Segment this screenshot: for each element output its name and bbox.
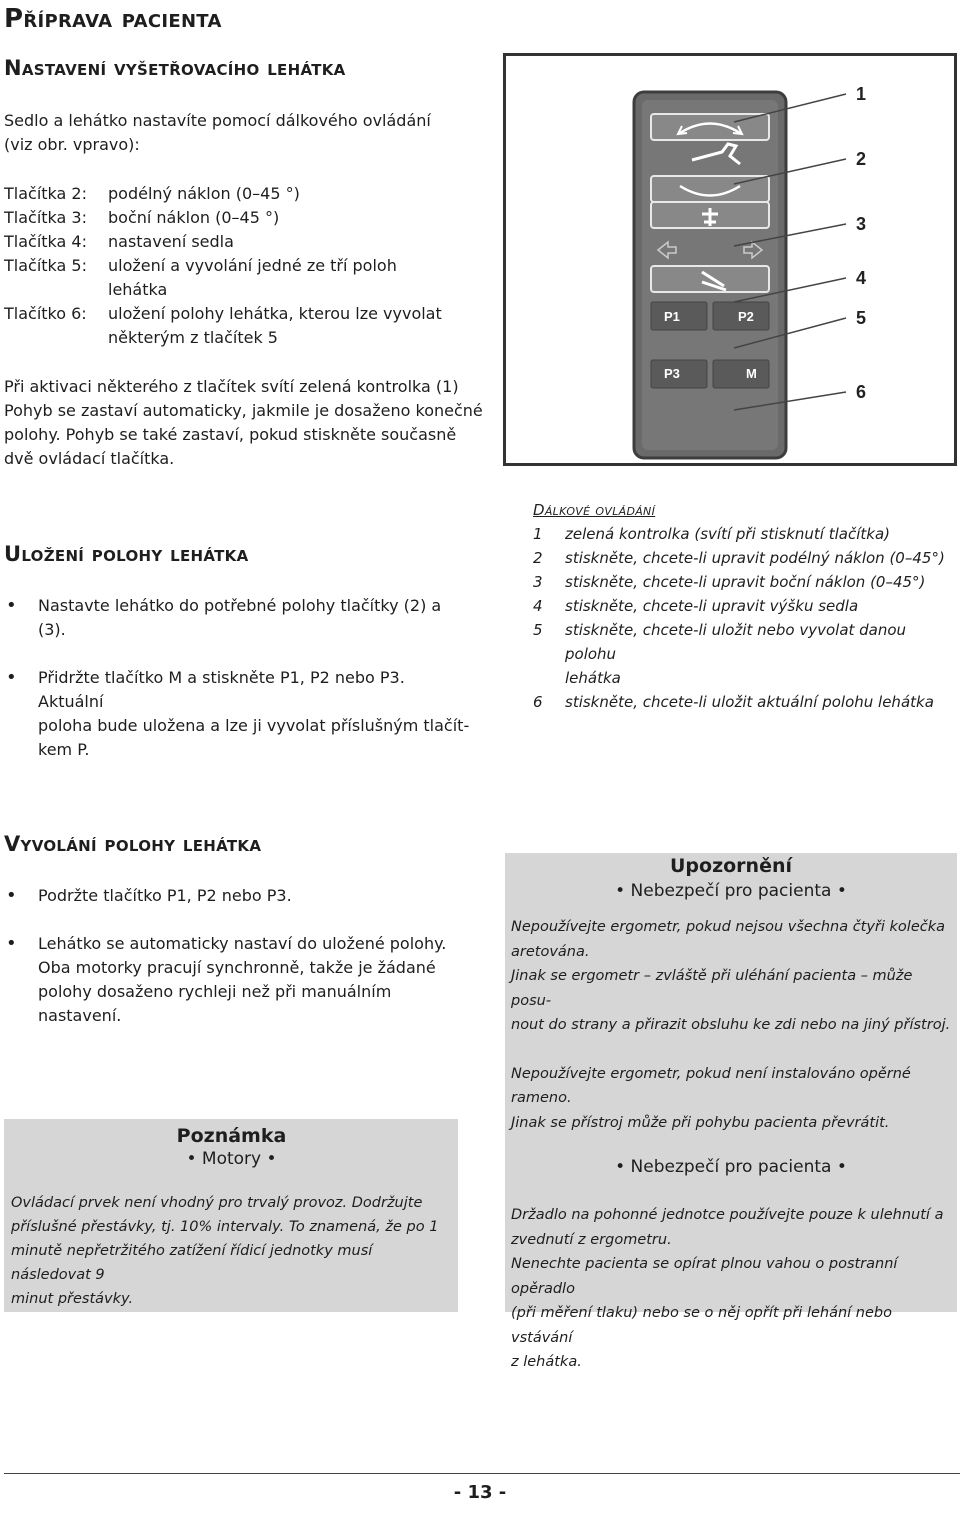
step-line: kem P. xyxy=(38,740,90,759)
button-value: některým z tlačítek 5 xyxy=(108,328,278,347)
button-function-row xyxy=(4,182,494,206)
warning-line: (při měření tlaku) nebo se o něj opřít při lehání nebo vstávání xyxy=(511,1305,892,1346)
warning-subtitle-text: Nebezpečí pro pacienta xyxy=(630,1157,832,1177)
note-box xyxy=(4,1119,458,1312)
warning-line: Držadlo na pohonné jednotce používejte pouze k ulehnutí a xyxy=(511,1207,944,1223)
paragraph-line: Pohyb se zastaví automaticky, jakmile je dosaženo konečné xyxy=(4,401,483,420)
step-line: Oba motorky pracují synchronně, takže je žádané xyxy=(38,958,436,977)
store-steps xyxy=(4,594,474,786)
store-step xyxy=(4,666,474,762)
warning-box xyxy=(505,853,957,1370)
p3-label: P3 xyxy=(664,366,680,381)
button-key: Tlačítka 2: xyxy=(4,184,87,203)
legend-number: 3 xyxy=(533,573,543,591)
button-value: uložení a vyvolání jedné ze tří poloh xyxy=(108,256,397,275)
warning-block xyxy=(511,1203,951,1375)
setup-intro-line: (viz obr. vpravo): xyxy=(4,135,140,154)
legend-number: 4 xyxy=(533,597,543,615)
legend-text: lehátka xyxy=(565,669,621,687)
recall-steps xyxy=(4,884,474,1052)
seat-button xyxy=(651,266,769,292)
setup-intro xyxy=(4,109,494,157)
m-label: M xyxy=(746,366,757,381)
legend-text: stiskněte, chcete-li upravit podélný náklon (0–45°) xyxy=(565,549,945,567)
legend-item xyxy=(533,594,957,618)
page-title: Příprava pacienta xyxy=(4,4,222,34)
button-function-row xyxy=(4,326,494,350)
note-line: příslušné přestávky, tj. 10% intervaly. To znamená, že po 1 xyxy=(11,1219,439,1235)
button-key: Tlačítka 4: xyxy=(4,232,87,251)
warning-line: nout do strany a přirazit obsluhu ke zdi nebo na jiný přístroj. xyxy=(511,1017,951,1033)
note-subtitle-text: Motory xyxy=(201,1149,262,1169)
page-number: - 13 - xyxy=(453,1482,507,1503)
legend-number-spacer xyxy=(533,666,565,690)
legend-item xyxy=(533,666,957,690)
p1-label: P1 xyxy=(664,309,680,324)
warning-block xyxy=(511,915,951,1038)
store-heading: Uložení polohy lehátka xyxy=(4,542,249,566)
legend-number: 1 xyxy=(533,525,543,543)
button-value: lehátka xyxy=(108,280,168,299)
warning-line: z lehátka. xyxy=(511,1354,582,1370)
warning-line: aretována. xyxy=(511,943,590,960)
warning-line: Nepoužívejte ergometr, pokud není instalováno opěrné rameno. xyxy=(511,1065,911,1106)
paragraph-line: Při aktivaci některého z tlačítek svítí zelená kontrolka (1) xyxy=(4,377,459,396)
note-line: minutě nepřetržitého zatížení řídicí jednotky musí následovat 9 xyxy=(11,1243,373,1283)
button-function-row xyxy=(4,230,494,254)
note-body xyxy=(11,1191,452,1311)
legend-text: stiskněte, chcete-li uložit nebo vyvolat danou polohu xyxy=(565,621,907,663)
callout-1: 1 xyxy=(856,84,867,104)
warning-subtitle-text: Nebezpečí pro pacienta xyxy=(630,881,832,901)
button-key-spacer xyxy=(4,278,108,302)
step-text: Podržte tlačítko P1, P2 nebo P3. xyxy=(38,886,292,905)
legend-item xyxy=(533,690,957,714)
recall-step xyxy=(4,884,474,908)
recall-heading: Vyvolání polohy lehátka xyxy=(4,832,262,856)
button-key: Tlačítko 6: xyxy=(4,304,87,323)
legend-number: 5 xyxy=(533,621,543,639)
warning-line: Jinak se přístroj může při pohybu pacienta převrátit. xyxy=(511,1114,890,1131)
button-key-spacer xyxy=(4,326,108,350)
warning-line: Nepoužívejte ergometr, pokud nejsou všechna čtyři kolečka xyxy=(511,919,946,935)
callout-5: 5 xyxy=(856,308,867,328)
button-function-row xyxy=(4,206,494,230)
footer-divider xyxy=(4,1473,960,1474)
button-function-list xyxy=(4,182,494,350)
callout-3: 3 xyxy=(856,214,867,234)
legend-text: stiskněte, chcete-li upravit výšku sedla xyxy=(565,597,859,615)
legend-text: stiskněte, chcete-li upravit boční náklon (0–45°) xyxy=(565,573,926,591)
legend-heading: Dálkové ovládání xyxy=(533,501,656,519)
warning-subtitle: • Nebezpečí pro pacienta • xyxy=(615,1157,847,1177)
warning-line: Nenechte pacienta se opírat plnou vahou o postranní opěradlo xyxy=(511,1256,898,1297)
remote-control-figure xyxy=(503,53,957,466)
legend-item xyxy=(533,546,957,570)
step-line: • Lehátko se automaticky nastaví do uložené polohy. xyxy=(38,934,447,953)
warning-line: Jinak se ergometr – zvláště při uléhání pacienta – může posu- xyxy=(511,968,913,1009)
legend-item xyxy=(533,522,957,546)
callout-2: 2 xyxy=(856,149,867,169)
callout-6: 6 xyxy=(856,382,867,402)
button-key: Tlačítka 3: xyxy=(4,208,87,227)
button-value: uložení polohy lehátka, kterou lze vyvolat xyxy=(108,304,442,323)
note-line: Ovládací prvek není vhodný pro trvalý provoz. Dodržujte xyxy=(11,1195,423,1211)
warning-block xyxy=(511,1062,951,1136)
p2-label: P2 xyxy=(738,309,754,324)
button-value: podélný náklon (0–45 °) xyxy=(108,184,300,203)
recall-step xyxy=(4,932,474,1028)
button-function-row xyxy=(4,254,494,278)
remote-legend xyxy=(533,498,957,714)
note-subtitle: • Motory • xyxy=(186,1149,277,1169)
setup-intro-line: Sedlo a lehátko nastavíte pomocí dálkového ovládání xyxy=(4,111,431,130)
store-step xyxy=(4,594,474,642)
legend-text: stiskněte, chcete-li uložit aktuální polohu lehátka xyxy=(565,693,934,711)
button-function-row xyxy=(4,278,494,302)
remote-control-illustration xyxy=(506,56,954,463)
callout-4: 4 xyxy=(856,268,867,288)
legend-item xyxy=(533,570,957,594)
legend-text: zelená kontrolka (svítí při stisknutí tlačítka) xyxy=(565,525,890,543)
step-line: poloha bude uložena a lze ji vyvolat příslušným tlačít- xyxy=(38,716,470,735)
legend-number: 6 xyxy=(533,693,543,711)
button-function-row xyxy=(4,302,494,326)
step-line: • Přidržte tlačítko M a stiskněte P1, P2 nebo P3. Aktuální xyxy=(38,668,405,711)
note-title: Poznámka xyxy=(176,1125,287,1147)
setup-heading: Nastavení vyšetřovacího lehátka xyxy=(4,56,346,80)
warning-title: Upozornění xyxy=(669,855,792,877)
warning-subtitle: • Nebezpečí pro pacienta • xyxy=(615,881,847,901)
warning-line: zvednutí z ergometru. xyxy=(511,1231,672,1248)
legend-item xyxy=(533,618,957,666)
paragraph-line: polohy. Pohyb se také zastaví, pokud stiskněte současně xyxy=(4,425,457,444)
step-text: Nastavte lehátko do potřebné polohy tlačítky (2) a (3). xyxy=(38,596,442,639)
step-line: polohy dosaženo rychleji než při manuálním nastavení. xyxy=(38,982,392,1025)
legend-number: 2 xyxy=(533,549,543,567)
paragraph-line: dvě ovládací tlačítka. xyxy=(4,449,175,468)
button-key: Tlačítka 5: xyxy=(4,256,87,275)
m-button xyxy=(713,360,769,388)
button-value: nastavení sedla xyxy=(108,232,234,251)
button-value: boční náklon (0–45 °) xyxy=(108,208,280,227)
setup-paragraph xyxy=(4,375,494,471)
note-line: minut přestávky. xyxy=(11,1291,134,1307)
